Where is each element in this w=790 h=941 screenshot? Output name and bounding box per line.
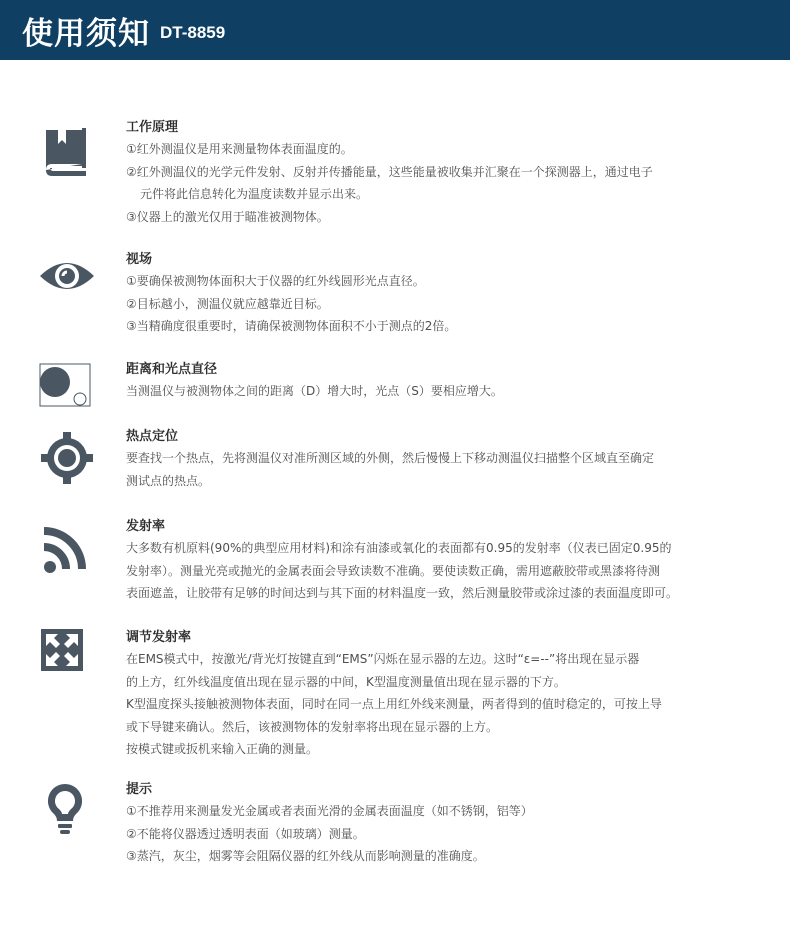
book-icon [38, 124, 96, 182]
expand-arrows-icon [40, 628, 84, 672]
section-text: 要查找一个热点，先将测温仪对准所测区域的外侧，然后慢慢上下移动测温仪扫描整个区域直至确定 [126, 451, 655, 465]
section-title: 视场 [126, 252, 153, 267]
section-text: ②不能将仪器透过透明表面（如玻璃）测量。 [126, 826, 365, 841]
section-text: 大多数有机原料(90%的典型应用材料)和涂有油漆或氧化的表面都有0.95的发射率（仪表已固定0.95的 [126, 541, 672, 555]
section-text: 元件将此信息转化为温度读数并显示出来。 [140, 187, 369, 201]
section-text: 的上方，红外线温度值出现在显示器的中间，K型温度测量值出现在显示器的下方。 [126, 674, 566, 689]
page-title: 使用须知 [22, 15, 150, 52]
section-text: ③蒸汽，灰尘，烟雾等会阻隔仪器的红外线从而影响测量的准确度。 [126, 849, 485, 863]
section-text: K型温度探头接触被测物体表面，同时在同一点上用红外线来测量，两者得到的值时稳定的，可按上导 [126, 697, 662, 711]
header-bar [0, 0, 790, 60]
section-title: 提示 [126, 782, 153, 797]
section-text: ③当精确度很重要时，请确保被测物体面积不小于测点的2倍。 [126, 319, 457, 333]
section-title: 距离和光点直径 [126, 362, 218, 377]
eye-icon [38, 250, 96, 308]
section-text: 或下导键来确认。然后，该被测物体的发射率将出现在显示器的上方。 [126, 719, 499, 734]
section-text: ③仪器上的激光仅用于瞄准被测物体。 [126, 209, 329, 224]
section-text: ①要确保被测物体面积大于仪器的红外线圆形光点直径。 [126, 274, 425, 288]
model-number: DT-8859 [160, 23, 226, 42]
rss-icon [38, 523, 96, 581]
section-text: 在EMS模式中，按激光/背光灯按键直到“EMS”闪烁在显示器的左边。这时“ε=--”将出现在显示器 [126, 652, 640, 666]
target-icon [38, 429, 96, 487]
section-text: ①不推荐用来测量发光金属或者表面光滑的金属表面温度（如不锈钢，铝等） [126, 804, 533, 818]
section-title: 热点定位 [126, 429, 179, 444]
section-text: ②目标越小，测温仪就应越靠近目标。 [126, 296, 329, 311]
section-text: 测试点的热点。 [126, 473, 211, 488]
section-text: 当测温仪与被测物体之间的距离（D）增大时，光点（S）要相应增大。 [126, 384, 503, 398]
section-text: 发射率）。测量光亮或抛光的金属表面会导致读数不准确。要使读数正确，需用遮蔽胶带或黑漆将待测 [126, 563, 661, 578]
section-text: ②红外测温仪的光学元件发射、反射并传播能量，这些能量被收集并汇聚在一个探测器上，通过电子 [126, 164, 653, 179]
section-title: 调节发射率 [126, 630, 192, 645]
lightbulb-icon [36, 780, 94, 838]
spot-distance-icon [38, 362, 92, 408]
section-text: ①红外测温仪是用来测量物体表面温度的。 [126, 142, 353, 156]
section-title: 工作原理 [126, 120, 179, 135]
section-title: 发射率 [126, 519, 166, 534]
section-text: 表面遮盖，让胶带有足够的时间达到与其下面的材料温度一致，然后测量胶带或涂过漆的表面温度即可。 [126, 586, 679, 600]
section-text: 按模式键或扳机来输入正确的测量。 [126, 742, 319, 756]
